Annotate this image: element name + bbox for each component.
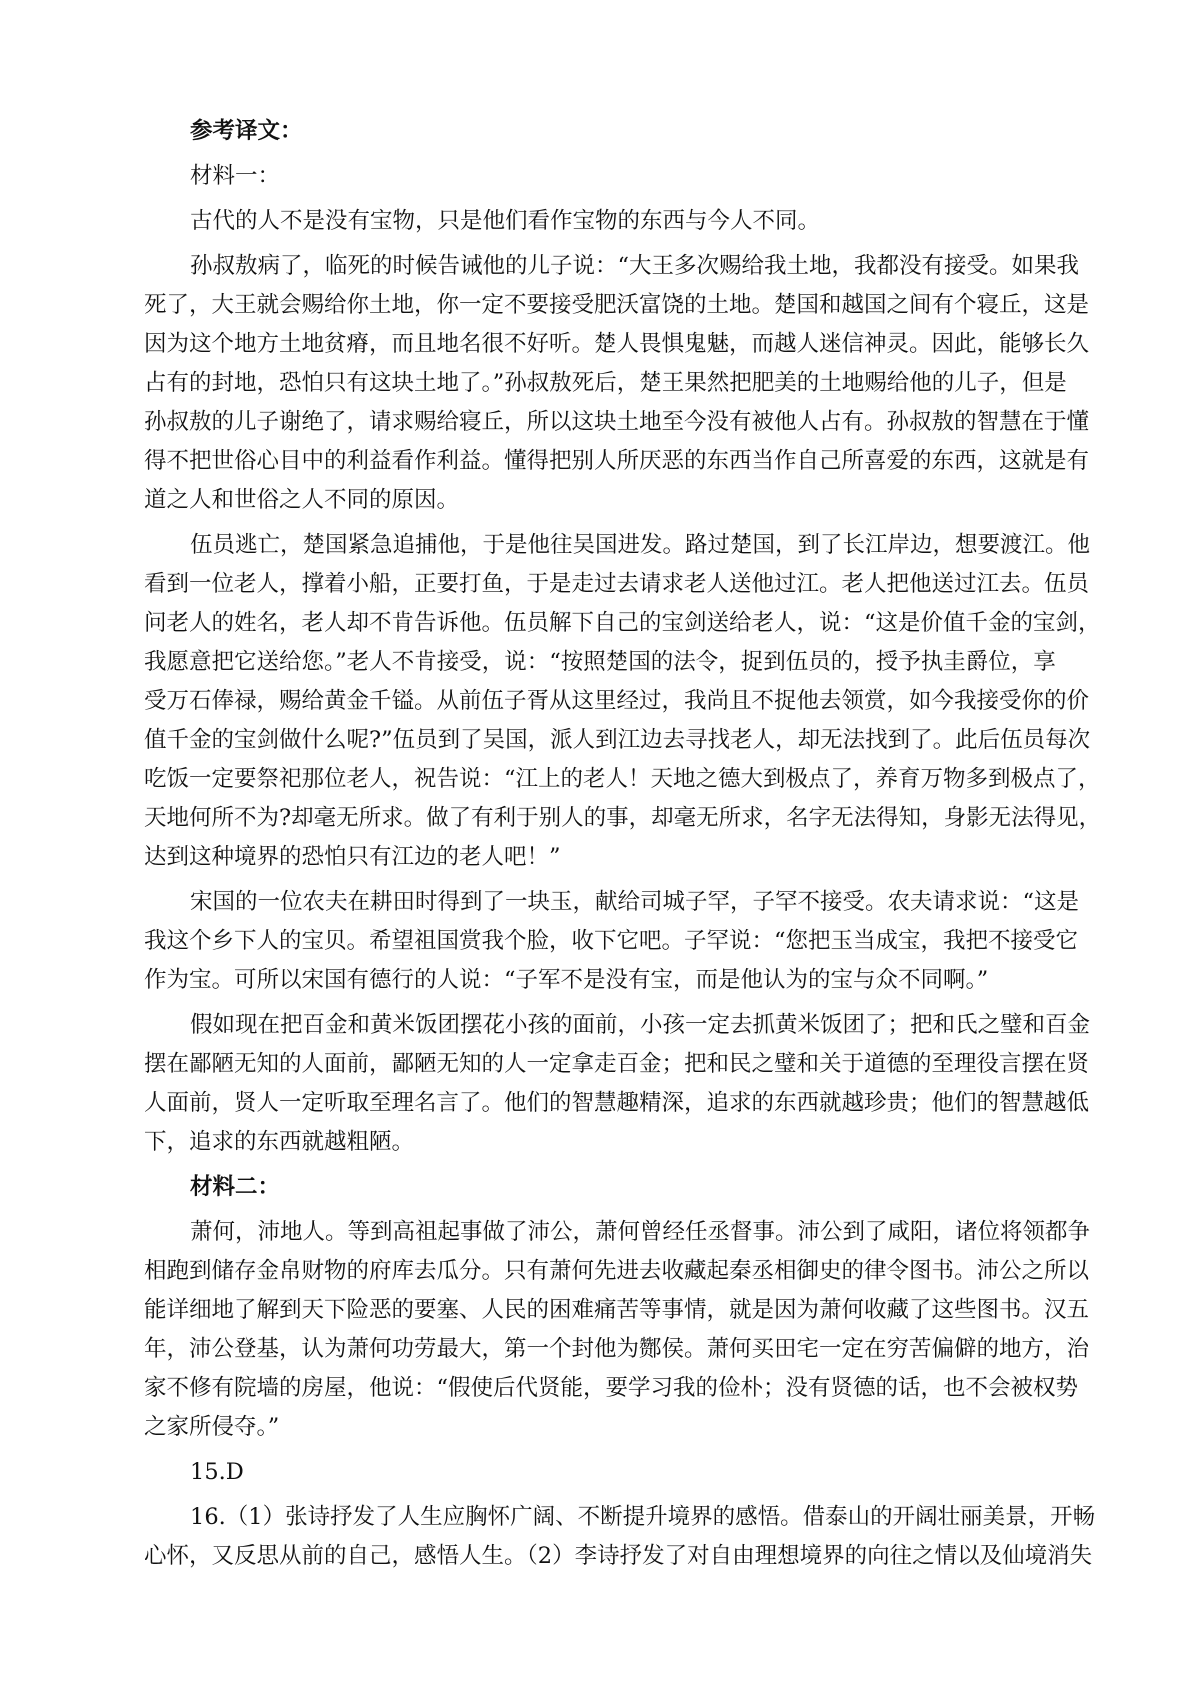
text-line: 摆在鄙陋无知的人面前，鄙陋无知的人一定拿走百金；把和民之璧和关于道德的至理役言摆在贤 [144, 1051, 1090, 1077]
text-line: 死了，大王就会赐给你土地，你一定不要接受肥沃富饶的土地。楚国和越国之间有个寝丘，这是 [144, 292, 1090, 318]
text-line: 年，沛公登基，认为萧何功劳最大，第一个封他为酂侯。萧何买田宅一定在穷苦偏僻的地方，治 [144, 1336, 1090, 1362]
document-page [144, 112, 1102, 1576]
text-line: 孙叔敖的儿子谢绝了，请求赐给寝丘，所以这块土地至今没有被他人占有。孙叔敖的智慧在于懂 [144, 409, 1090, 435]
paragraph [144, 1006, 1091, 1162]
text-line: 心怀，又反思从前的自己，感悟人生。（2）李诗抒发了对自由理想境界的向往之情以及仙境消失 [144, 1543, 1093, 1569]
text-line: 因为这个地方土地贫瘠，而且地名很不好听。楚人畏惧鬼魅，而越人迷信神灵。因此，能够长久 [144, 331, 1090, 357]
text-line: 古代的人不是没有宝物，只是他们看作宝物的东西与今人不同。 [190, 208, 821, 234]
text-line: 参考译文： [190, 118, 303, 144]
text-line: 天地何所不为?却毫无所求。做了有利于别人的事，却毫无所求，名字无法得知，身影无法得见， [144, 805, 1102, 831]
paragraph [144, 526, 1102, 877]
paragraph [190, 1453, 1020, 1492]
text-line: 受万石俸禄，赐给黄金千镒。从前伍子胥从这里经过，我尚且不捉他去领赏，如今我接受你的价 [144, 688, 1090, 714]
text-line: 伍员逃亡，楚国紧急追捕他，于是他往吴国进发。路过楚国，到了长江岸边，想要渡江。他 [190, 532, 1091, 558]
text-line: 占有的封地，恐怕只有这块土地了。”孙叔敖死后，楚王果然把肥美的土地赐给他的儿子，但是 [144, 370, 1067, 396]
text-line: 吃饭一定要祭祀那位老人，祝告说：“江上的老人！天地之德大到极点了，养育万物多到极点了， [144, 766, 1101, 792]
text-line: 假如现在把百金和黄米饭团摆花小孩的面前，小孩一定去抓黄米饭团了；把和氏之璧和百金 [190, 1012, 1091, 1038]
text-line: 材料一： [190, 163, 281, 189]
text-line: 16.（1）张诗抒发了人生应胸怀广阔、不断提升境界的感悟。借泰山的开阔壮丽美景，开畅 [190, 1504, 1096, 1530]
text-line: 我愿意把它送给您。”老人不肯接受，说：“按照楚国的法令，捉到伍员的，授予执圭爵位，享 [144, 649, 1056, 675]
text-line: 看到一位老人，撑着小船，正要打鱼，于是走过去请求老人送他过江。老人把他送过江去。伍员 [144, 571, 1090, 597]
text-line: 宋国的一位农夫在耕田时得到了一块玉，献给司城子罕，子罕不接受。农夫请求说：“这是 [190, 889, 1080, 915]
text-line: 萧何，沛地人。等到高祖起事做了沛公，萧何曾经任丞督事。沛公到了咸阳，诸位将领都争 [190, 1219, 1091, 1245]
text-line: 人面前，贤人一定听取至理名言了。他们的智慧趣精深，追求的东西就越珍贵；他们的智慧越低 [144, 1090, 1090, 1116]
text-line: 能详细地了解到天下险恶的要塞、人民的困难痛苦等事情，就是因为萧何收藏了这些图书。汉五 [144, 1297, 1090, 1323]
paragraph [190, 112, 1020, 151]
text-line: 材料二： [190, 1174, 281, 1200]
paragraph [190, 1168, 1020, 1207]
text-line: 孙叔敖病了，临死的时候告诫他的儿子说：“大王多次赐给我土地，我都没有接受。如果我 [190, 253, 1080, 279]
paragraph [144, 247, 1090, 520]
text-line: 得不把世俗心目中的利益看作利益。懂得把别人所厌恶的东西当作自己所喜爱的东西，这就是有 [144, 448, 1090, 474]
paragraph [144, 1498, 1096, 1576]
text-line: 值千金的宝剑做什么呢?”伍员到了吴国，派人到江边去寻找老人，却无法找到了。此后伍员每次 [144, 727, 1091, 753]
paragraph [190, 202, 1020, 241]
text-line: 15.D [190, 1459, 244, 1485]
text-line: 作为宝。可所以宋国有德行的人说：“子军不是没有宝，而是他认为的宝与众不同啊。” [144, 967, 989, 993]
text-line: 之家所侵夺。” [144, 1414, 280, 1440]
paragraph [144, 1213, 1091, 1447]
text-line: 问老人的姓名，老人却不肯告诉他。伍员解下自己的宝剑送给老人，说：“这是价值千金的宝剑， [144, 610, 1101, 636]
text-line: 我这个乡下人的宝贝。希望祖国赏我个脸，收下它吧。子罕说：“您把玉当成宝，我把不接受它 [144, 928, 1079, 954]
text-line: 家不修有院墙的房屋，他说：“假使后代贤能，要学习我的俭朴；没有贤德的话，也不会被权势 [144, 1375, 1079, 1401]
paragraph [144, 883, 1080, 1000]
text-line: 道之人和世俗之人不同的原因。 [144, 487, 460, 513]
text-line: 相跑到储存金帛财物的府库去瓜分。只有萧何先进去收藏起秦丞相御史的律令图书。沛公之所以 [144, 1258, 1090, 1284]
text-line: 达到这种境界的恐怕只有江边的老人吧！” [144, 844, 561, 870]
paragraph [190, 157, 1020, 196]
text-line: 下，追求的东西就越粗陋。 [144, 1129, 415, 1155]
